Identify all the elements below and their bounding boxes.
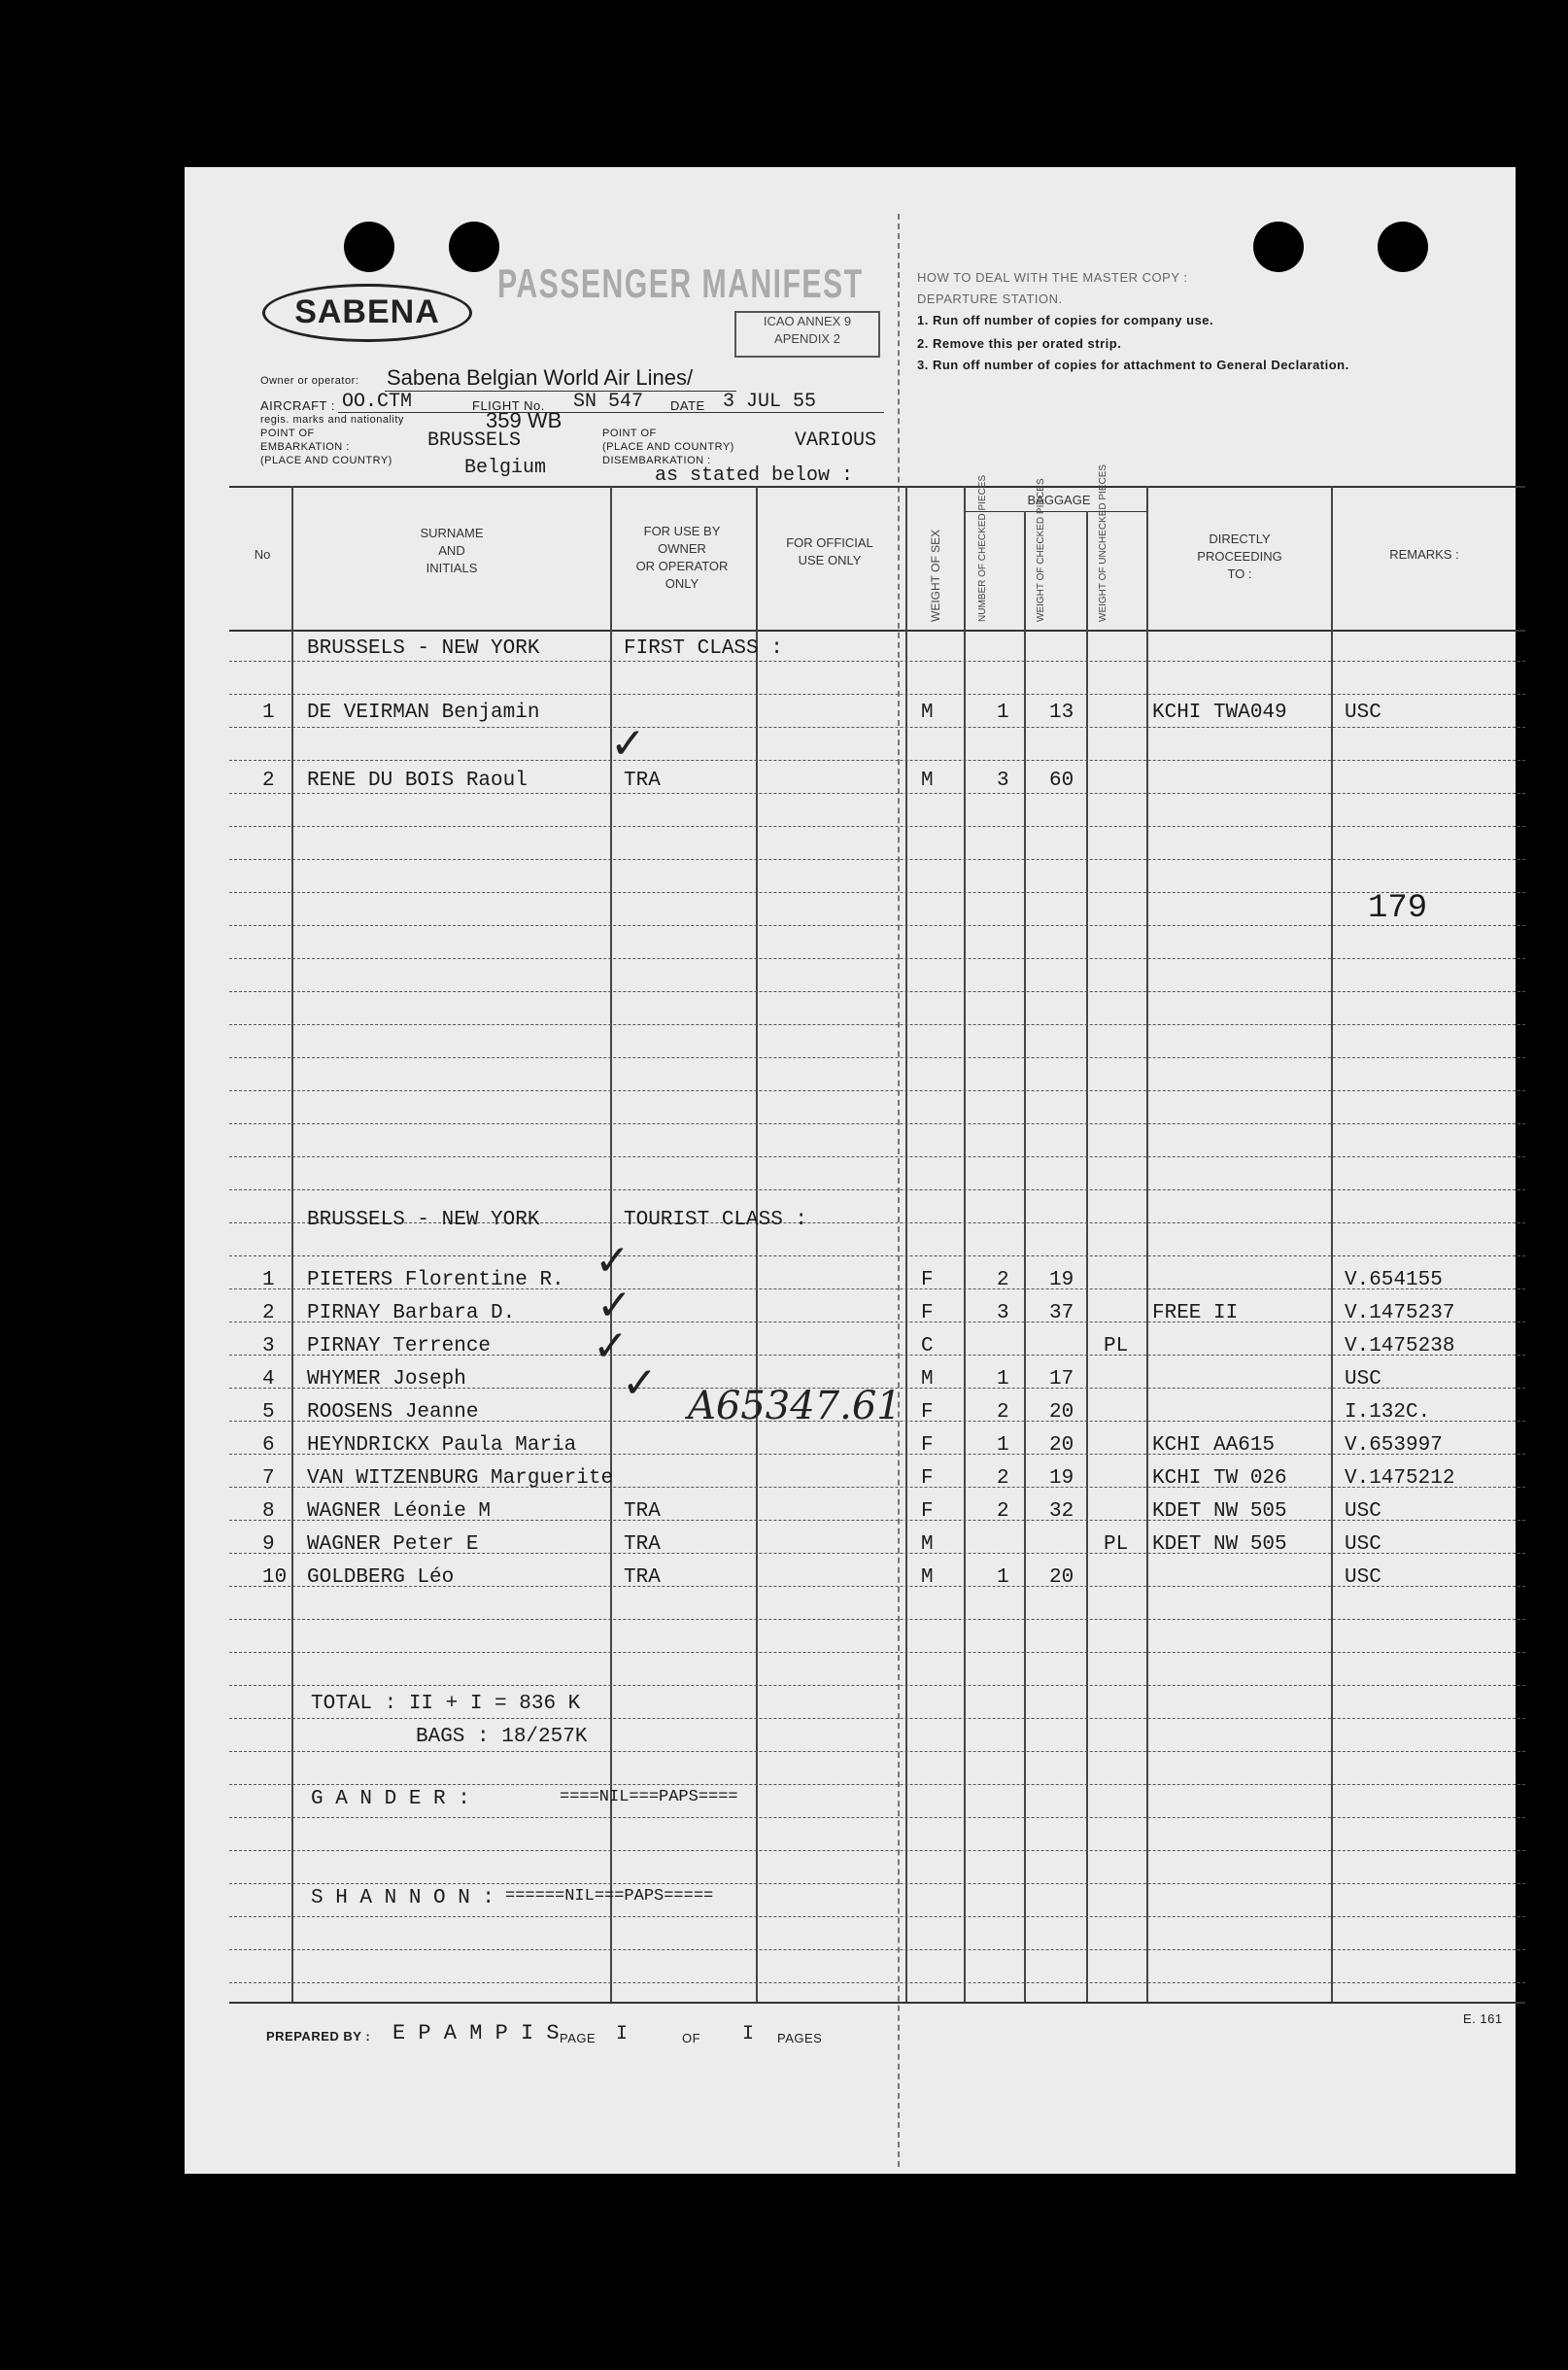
col-rule [905, 486, 907, 2002]
row-name: RENE DU BOIS Raoul [307, 770, 528, 792]
row-pieces: 1 [997, 1434, 1009, 1457]
row-rule [229, 991, 1525, 992]
row-name: ROOSENS Jeanne [307, 1401, 479, 1424]
row-rule [229, 1817, 1525, 1818]
aircraft-value: OO.CTM [342, 391, 413, 413]
handwritten-number: A65347.61 [688, 1384, 902, 1428]
check-mark-icon: ✓ [597, 1281, 632, 1330]
gander-value: ====NIL===PAPS==== [560, 1788, 738, 1806]
row-remarks: V.1475238 [1345, 1335, 1455, 1357]
row-sex: M [921, 1566, 934, 1589]
row-sex: F [921, 1500, 934, 1523]
row-remarks: USC [1345, 1533, 1381, 1556]
row-pieces: 1 [997, 702, 1009, 724]
row-rule [229, 1255, 1525, 1256]
shannon-value: ======NIL===PAPS===== [505, 1887, 714, 1906]
manifest-title: PASSENGER MANIFEST [497, 260, 864, 306]
aircraft-underline [338, 412, 884, 413]
row-no: 7 [262, 1467, 275, 1490]
row-no: 5 [262, 1401, 275, 1424]
embark-label: (PLACE AND COUNTRY) [260, 455, 392, 466]
col-owner-line: OWNER [658, 541, 706, 556]
col-surname-line: INITIALS [426, 561, 478, 575]
embark-label: POINT OF [260, 428, 315, 439]
col-rule [291, 486, 293, 2002]
col-rule [964, 486, 966, 2002]
row-name: PIRNAY Barbara D. [307, 1302, 516, 1324]
row-name: PIETERS Florentine R. [307, 1269, 564, 1291]
col-no-header: No [254, 547, 271, 562]
row-sex: M [921, 1368, 934, 1391]
row-pieces: 2 [997, 1467, 1009, 1490]
col-dest-line: PROCEEDING [1197, 549, 1282, 564]
check-mark-icon: ✓ [593, 1322, 629, 1371]
col-rule [1086, 511, 1088, 2002]
of-value: I [742, 2023, 755, 2045]
flight-label: FLIGHT No. [472, 398, 545, 413]
regis-value: 359 WB [486, 408, 562, 432]
row-no: 1 [262, 1269, 275, 1291]
prepared-value: E P A M P I S [392, 2021, 560, 2045]
row-pieces: 3 [997, 1302, 1009, 1324]
row-unchecked: PL [1104, 1335, 1129, 1357]
owner-label: Owner or operator: [260, 375, 359, 387]
punch-hole-1 [344, 222, 394, 272]
row-remarks: V.653997 [1345, 1434, 1443, 1457]
instruction-line: 3. Run off number of copies for attachment to General Declaration. [917, 358, 1349, 372]
row-rule [229, 1982, 1525, 1983]
row-weight: 17 [1049, 1368, 1074, 1391]
check-mark-icon: ✓ [610, 719, 646, 769]
row-no: 8 [262, 1500, 275, 1523]
page-label: PAGE [560, 2031, 597, 2045]
row-rule [229, 1090, 1525, 1091]
stamp-number: 179 [1368, 890, 1428, 927]
row-name: DE VEIRMAN Benjamin [307, 702, 540, 724]
row-no: 10 [262, 1566, 288, 1589]
row-rule [229, 1718, 1525, 1719]
disembark-label: POINT OF [602, 428, 657, 439]
col-surname-header [301, 525, 602, 577]
row-rule [229, 826, 1525, 827]
row-no: 4 [262, 1368, 275, 1391]
row-name: GOLDBERG Léo [307, 1566, 455, 1589]
flight-value: SN 547 [573, 391, 644, 413]
section-class: FIRST CLASS : [624, 637, 783, 660]
shannon-label: S H A N N O N : [311, 1887, 495, 1909]
row-remarks: USC [1345, 1566, 1381, 1589]
row-sex: C [921, 1335, 934, 1357]
pages-label: PAGES [777, 2031, 823, 2045]
baggage-rule [964, 511, 1148, 512]
row-rule [229, 1024, 1525, 1025]
perforation-line [898, 214, 900, 2167]
date-value: 3 JUL 55 [723, 391, 817, 413]
row-weight: 19 [1049, 1467, 1074, 1490]
row-no: 1 [262, 702, 275, 724]
row-weight: 20 [1049, 1566, 1074, 1589]
row-sex: F [921, 1269, 934, 1291]
row-rule [229, 1850, 1525, 1851]
check-mark-icon: ✓ [622, 1358, 658, 1408]
col-owner-line: FOR USE BY [643, 524, 721, 538]
row-rule [229, 694, 1525, 695]
row-rule [229, 1784, 1525, 1785]
col-owner-line: OR OPERATOR [635, 559, 729, 573]
date-label: DATE [670, 398, 705, 413]
row-no: 3 [262, 1335, 275, 1357]
row-rule [229, 1156, 1525, 1157]
disembark-value: VARIOUS [795, 429, 877, 452]
row-dest: KCHI AA615 [1152, 1434, 1276, 1457]
row-name: PIRNAY Terrence [307, 1335, 492, 1357]
col-pieces-header: NUMBER OF CHECKED PIECES [977, 474, 988, 622]
col-unchecked-header: WEIGHT OF UNCHECKED PIECES [1098, 464, 1108, 622]
row-weight: 20 [1049, 1401, 1074, 1424]
row-weight: 19 [1049, 1269, 1074, 1291]
total-line: TOTAL : II + I = 836 K [311, 1693, 581, 1715]
col-dest-line: DIRECTLY [1209, 532, 1271, 546]
bags-line: BAGS : 18/257K [416, 1726, 588, 1748]
col-official-line: USE ONLY [798, 553, 862, 567]
row-rule [229, 925, 1525, 926]
row-rule [229, 1057, 1525, 1058]
row-dest: KCHI TW 026 [1152, 1467, 1287, 1490]
row-remarks: V.1475237 [1345, 1302, 1455, 1324]
section-class: TOURIST CLASS : [624, 1209, 808, 1231]
row-no: 2 [262, 1302, 275, 1324]
owner-value: Sabena Belgian World Air Lines/ [387, 365, 694, 390]
row-no: 6 [262, 1434, 275, 1457]
row-remarks: I.132C. [1345, 1401, 1431, 1424]
col-owner-header [614, 523, 750, 593]
punch-hole-3 [1253, 222, 1304, 272]
row-dest: FREE II [1152, 1302, 1239, 1324]
row-weight: 37 [1049, 1302, 1074, 1324]
row-rule [229, 859, 1525, 860]
row-remarks: V.1475212 [1345, 1467, 1455, 1490]
row-pieces: 2 [997, 1500, 1009, 1523]
sabena-logo: SABENA [262, 284, 472, 342]
instruction-line: 2. Remove this per orated strip. [917, 336, 1122, 351]
row-pieces: 1 [997, 1368, 1009, 1391]
col-weight-header: WEIGHT OF CHECKED PIECES [1036, 478, 1046, 622]
col-official-header [762, 534, 898, 569]
row-rule [229, 793, 1525, 794]
row-dest: KCHI TWA049 [1152, 702, 1287, 724]
row-rule [229, 1916, 1525, 1917]
owner-underline [385, 391, 736, 392]
row-rule [229, 760, 1525, 761]
disembark-label: (PLACE AND COUNTRY) [602, 441, 734, 453]
row-name: VAN WITZENBURG Marguerite [307, 1467, 614, 1490]
embark-country: Belgium [464, 457, 547, 479]
row-owner: TRA [624, 770, 661, 792]
row-rule [229, 958, 1525, 959]
row-weight: 60 [1049, 770, 1074, 792]
row-sex: M [921, 770, 934, 792]
row-sex: F [921, 1434, 934, 1457]
instruction-line: DEPARTURE STATION. [917, 292, 1063, 306]
row-rule [229, 1883, 1525, 1884]
col-surname-line: AND [438, 543, 465, 558]
row-rule [229, 1619, 1525, 1620]
col-official-line: FOR OFFICIAL [786, 535, 873, 550]
icao-annex-box [734, 311, 880, 358]
footer-rule [229, 2002, 1525, 2004]
form-code: E. 161 [1463, 2011, 1503, 2026]
row-sex: F [921, 1302, 934, 1324]
row-pieces: 2 [997, 1401, 1009, 1424]
row-remarks: USC [1345, 1500, 1381, 1523]
row-name: HEYNDRICKX Paula Maria [307, 1434, 577, 1457]
row-rule [229, 1189, 1525, 1190]
row-no: 2 [262, 770, 275, 792]
instruction-line: HOW TO DEAL WITH THE MASTER COPY : [917, 270, 1188, 285]
of-label: OF [682, 2031, 701, 2045]
row-sex: F [921, 1401, 934, 1424]
col-dest-header [1150, 531, 1329, 583]
col-remarks-header: REMARKS : [1389, 547, 1459, 562]
row-sex: M [921, 1533, 934, 1556]
section-route: BRUSSELS - NEW YORK [307, 637, 540, 660]
punch-hole-2 [449, 222, 499, 272]
row-name: WAGNER Léonie M [307, 1500, 492, 1523]
row-rule [229, 1685, 1525, 1686]
row-rule [229, 1123, 1525, 1124]
check-mark-icon: ✓ [595, 1236, 631, 1286]
row-weight: 32 [1049, 1500, 1074, 1523]
disembark-label: DISEMBARKATION : [602, 455, 711, 466]
col-baggage-header: BAGGAGE [1027, 493, 1091, 507]
row-owner: TRA [624, 1500, 661, 1523]
annex-line-2: APENDIX 2 [774, 331, 840, 346]
col-dest-line: TO : [1227, 567, 1252, 581]
row-pieces: 2 [997, 1269, 1009, 1291]
row-dest: KDET NW 505 [1152, 1533, 1287, 1556]
col-rule [756, 486, 758, 2002]
row-weight: 20 [1049, 1434, 1074, 1457]
row-dest: KDET NW 505 [1152, 1500, 1287, 1523]
embark-value: BRUSSELS [427, 429, 522, 452]
row-sex: F [921, 1467, 934, 1490]
row-rule [229, 727, 1525, 728]
row-weight: 13 [1049, 702, 1074, 724]
instruction-line: 1. Run off number of copies for company use. [917, 313, 1214, 327]
row-remarks: USC [1345, 1368, 1381, 1391]
aircraft-label: AIRCRAFT : [260, 398, 335, 413]
regis-label: regis. marks and nationality [260, 414, 404, 426]
col-owner-line: ONLY [665, 576, 699, 591]
col-rule [1331, 486, 1333, 2002]
row-rule [229, 1949, 1525, 1950]
row-remarks: USC [1345, 702, 1381, 724]
col-rule [1146, 486, 1148, 2002]
row-remarks: V.654155 [1345, 1269, 1443, 1291]
row-pieces: 3 [997, 770, 1009, 792]
row-rule [229, 1751, 1525, 1752]
row-rule [229, 1652, 1525, 1653]
punch-hole-4 [1378, 222, 1428, 272]
prepared-label: PREPARED BY : [266, 2029, 371, 2044]
row-sex: M [921, 702, 934, 724]
row-owner: TRA [624, 1566, 661, 1589]
col-sex-header: WEIGHT OF SEX [929, 529, 942, 622]
row-pieces: 1 [997, 1566, 1009, 1589]
row-unchecked: PL [1104, 1533, 1129, 1556]
gander-label: G A N D E R : [311, 1788, 470, 1810]
row-owner: TRA [624, 1533, 661, 1556]
page-value: I [616, 2023, 629, 2045]
row-no: 9 [262, 1533, 275, 1556]
col-surname-line: SURNAME [420, 526, 484, 540]
annex-line-1: ICAO ANNEX 9 [763, 314, 852, 328]
section-route: BRUSSELS - NEW YORK [307, 1209, 540, 1231]
embark-label: EMBARKATION : [260, 441, 350, 453]
col-rule [1024, 511, 1026, 2002]
row-name: WAGNER Peter E [307, 1533, 479, 1556]
disembark-note: as stated below : [655, 464, 854, 487]
row-rule [229, 661, 1525, 662]
row-name: WHYMER Joseph [307, 1368, 466, 1391]
row-rule [229, 892, 1525, 893]
